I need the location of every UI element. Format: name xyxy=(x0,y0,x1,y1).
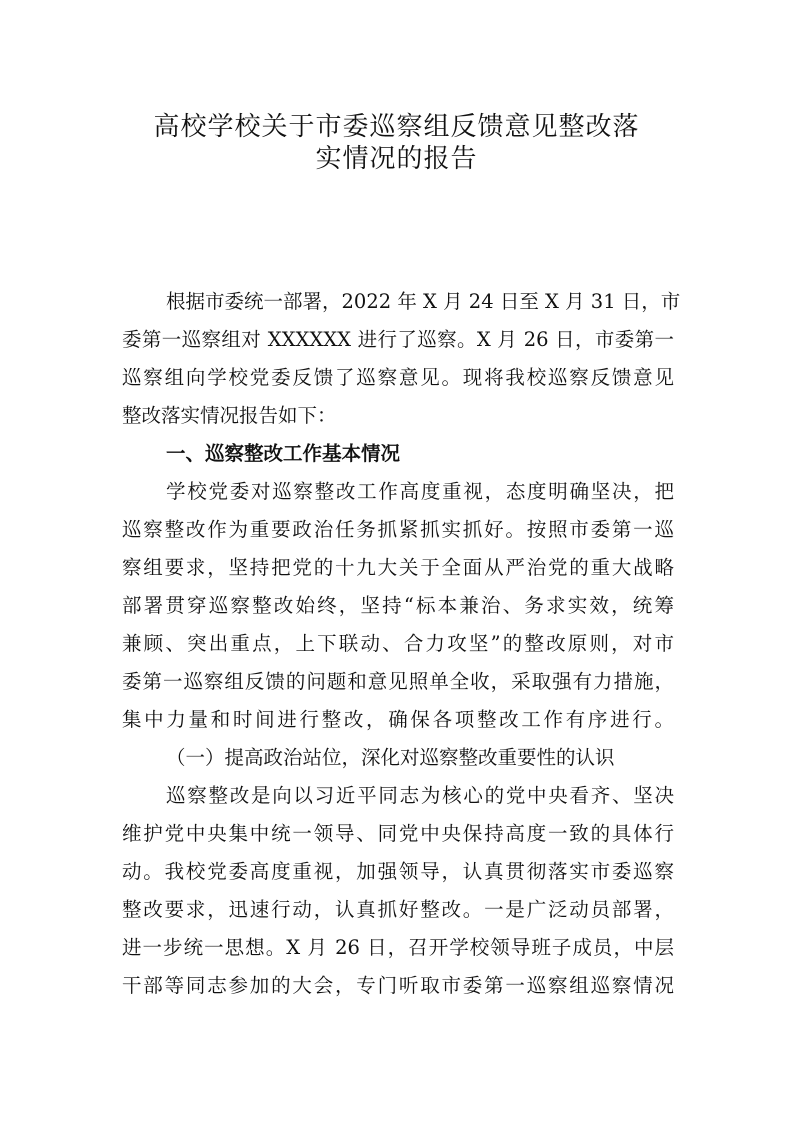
paragraph-line: 巡察整改作为重要政治任务抓紧抓实抓好。按照市委第一巡 xyxy=(122,518,674,541)
paragraph-line: 进一步统一思想。X 月 26 日，召开学校领导班子成员，中层 xyxy=(122,936,674,959)
paragraph-line: 干部等同志参加的大会，专门听取市委第一巡察组巡察情况 xyxy=(122,974,674,997)
paragraph-line: 维护党中央集中统一领导、同党中央保持高度一致的具体行 xyxy=(122,822,674,845)
paragraph-line: 集中力量和时间进行整改，确保各项整改工作有序进行。 xyxy=(122,708,674,731)
paragraph-line: 动。我校党委高度重视，加强领导，认真贯彻落实市委巡察 xyxy=(122,860,674,883)
paragraph-line: 巡察组向学校党委反馈了巡察意见。现将我校巡察反馈意见 xyxy=(122,366,674,389)
paragraph-line: 察组要求，坚持把党的十九大关于全面从严治党的重大战略 xyxy=(122,556,674,579)
document-title-line-2: 实情况的报告 xyxy=(315,144,478,174)
document-title-line-1: 高校学校关于市委巡察组反馈意见整改落 xyxy=(153,112,640,142)
paragraph-line: 整改要求，迅速行动，认真抓好整改。一是广泛动员部署， xyxy=(122,898,674,921)
paragraph-line: 兼顾、突出重点，上下联动、合力攻坚”的整改原则，对市 xyxy=(122,632,674,655)
paragraph-line: 委第一巡察组对 XXXXXX 进行了巡察。X 月 26 日，市委第一 xyxy=(122,328,674,351)
paragraph-line: 学校党委对巡察整改工作高度重视，态度明确坚决，把 xyxy=(166,480,674,503)
paragraph-line: 根据市委统一部署，2022 年 X 月 24 日至 X 月 31 日，市 xyxy=(166,290,681,313)
paragraph-line: 部署贯穿巡察整改始终，坚持“标本兼治、务求实效，统筹 xyxy=(122,594,674,617)
paragraph-line: 委第一巡察组反馈的问题和意见照单全收，采取强有力措施， xyxy=(122,670,674,693)
subsection-heading: （一）提高政治站位，深化对巡察整改重要性的认识 xyxy=(166,746,615,769)
paragraph-line: 整改落实情况报告如下： xyxy=(122,404,337,427)
paragraph-line: 巡察整改是向以习近平同志为核心的党中央看齐、坚决 xyxy=(166,784,674,807)
section-heading: 一、巡察整改工作基本情况 xyxy=(166,442,401,465)
